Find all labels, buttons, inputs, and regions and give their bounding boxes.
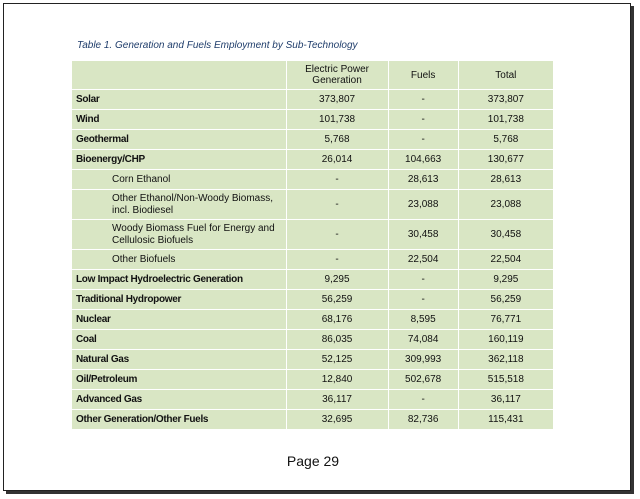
row-fuels-value: 22,504	[388, 250, 458, 270]
row-label: Traditional Hydropower	[72, 290, 286, 310]
row-power-value: 373,807	[286, 90, 388, 110]
table-row	[72, 410, 554, 430]
row-fuels-value: -	[388, 90, 458, 110]
row-total-value: 115,431	[458, 410, 553, 430]
table-row	[72, 170, 554, 190]
row-label: Nuclear	[72, 310, 286, 330]
row-power-value: 32,695	[286, 410, 388, 430]
table-row	[72, 150, 554, 170]
row-total-value: 160,119	[458, 330, 553, 350]
row-label: Corn Ethanol	[72, 170, 286, 190]
row-fuels-value: 8,595	[388, 310, 458, 330]
row-total-value: 101,738	[458, 110, 553, 130]
page-number: Page 29	[286, 453, 340, 469]
table-row	[72, 350, 554, 370]
row-fuels-value: 74,084	[388, 330, 458, 350]
row-power-value: 9,295	[286, 270, 388, 290]
row-power-value: 52,125	[286, 350, 388, 370]
row-label: Solar	[72, 90, 286, 110]
row-fuels-value: 23,088	[388, 190, 458, 220]
row-power-value: -	[286, 170, 388, 190]
table-row	[72, 130, 554, 150]
row-fuels-value: 82,736	[388, 410, 458, 430]
table-row	[72, 250, 554, 270]
row-label: Advanced Gas	[72, 390, 286, 410]
row-total-value: 9,295	[458, 270, 553, 290]
table-row	[72, 310, 554, 330]
row-total-value: 130,677	[458, 150, 553, 170]
header-fuels: Fuels	[388, 61, 458, 90]
table-row	[72, 330, 554, 350]
table-row	[72, 90, 554, 110]
row-label: Geothermal	[72, 130, 286, 150]
row-fuels-value: -	[388, 130, 458, 150]
table-row	[72, 270, 554, 290]
row-power-value: -	[286, 250, 388, 270]
row-total-value: 28,613	[458, 170, 553, 190]
employment-table	[72, 61, 554, 430]
row-label: Other Biofuels	[72, 250, 286, 270]
table-row	[72, 290, 554, 310]
row-fuels-value: 104,663	[388, 150, 458, 170]
table-header-row	[72, 61, 554, 90]
row-label: Woody Biomass Fuel for Energy and Cellulosic Biofuels	[72, 220, 286, 250]
row-fuels-value: 30,458	[388, 220, 458, 250]
row-fuels-value: -	[388, 270, 458, 290]
row-label: Bioenergy/CHP	[72, 150, 286, 170]
row-label: Oil/Petroleum	[72, 370, 286, 390]
header-label-cell	[72, 61, 286, 90]
row-fuels-value: 28,613	[388, 170, 458, 190]
row-label: Other Generation/Other Fuels	[72, 410, 286, 430]
row-total-value: 5,768	[458, 130, 553, 150]
row-fuels-value: -	[388, 390, 458, 410]
row-label: Wind	[72, 110, 286, 130]
row-label: Other Ethanol/Non-Woody Biomass, incl. Biodiesel	[72, 190, 286, 220]
row-power-value: 12,840	[286, 370, 388, 390]
row-total-value: 36,117	[458, 390, 553, 410]
row-total-value: 362,118	[458, 350, 553, 370]
table-row	[72, 370, 554, 390]
table-row	[72, 390, 554, 410]
row-power-value: 56,259	[286, 290, 388, 310]
row-label: Low Impact Hydroelectric Generation	[72, 270, 286, 290]
row-total-value: 22,504	[458, 250, 553, 270]
row-total-value: 23,088	[458, 190, 553, 220]
row-total-value: 56,259	[458, 290, 553, 310]
row-power-value: 86,035	[286, 330, 388, 350]
row-fuels-value: 502,678	[388, 370, 458, 390]
row-label: Coal	[72, 330, 286, 350]
header-electric-power-generation: Electric Power Generation	[286, 61, 388, 90]
table-row	[72, 190, 554, 220]
row-fuels-value: -	[388, 110, 458, 130]
row-fuels-value: 309,993	[388, 350, 458, 370]
table-caption: Table 1. Generation and Fuels Employment by Sub-Technology	[77, 40, 358, 51]
row-power-value: 36,117	[286, 390, 388, 410]
row-total-value: 30,458	[458, 220, 553, 250]
header-total: Total	[458, 61, 553, 90]
row-power-value: 5,768	[286, 130, 388, 150]
row-power-value: -	[286, 220, 388, 250]
row-power-value: -	[286, 190, 388, 220]
row-fuels-value: -	[388, 290, 458, 310]
row-power-value: 26,014	[286, 150, 388, 170]
table-row	[72, 220, 554, 250]
row-total-value: 76,771	[458, 310, 553, 330]
table-row	[72, 110, 554, 130]
row-total-value: 373,807	[458, 90, 553, 110]
row-total-value: 515,518	[458, 370, 553, 390]
row-label: Natural Gas	[72, 350, 286, 370]
row-power-value: 101,738	[286, 110, 388, 130]
row-power-value: 68,176	[286, 310, 388, 330]
